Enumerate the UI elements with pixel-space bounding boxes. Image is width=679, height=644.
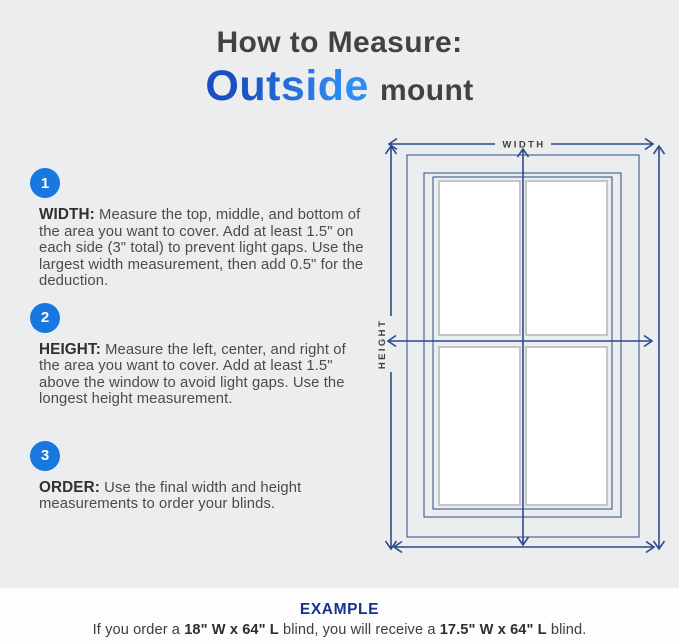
example-sentence xyxy=(0,622,679,638)
step-1-body: Measure the top, middle, and bottom of the area you want to cover. Add at least 1.5" on each side (3" total) to prevent light gaps. Use the largest width measurement, then add 0.5" for the deduction. xyxy=(39,207,364,289)
step-3-text xyxy=(39,480,365,513)
title-mount-word: mount xyxy=(379,74,474,107)
step-1-text xyxy=(39,207,365,290)
step-height xyxy=(29,303,369,408)
window-measurement-diagram xyxy=(373,130,679,590)
step-order xyxy=(29,441,369,513)
step-1-label: WIDTH: xyxy=(39,206,95,223)
example-receive-size: 17.5" W x 64" L xyxy=(439,622,547,638)
step-3-number-badge: 3 xyxy=(30,441,60,471)
window-pane-bottom-left xyxy=(439,347,520,505)
page-title xyxy=(0,26,679,119)
step-2-body: Measure the left, center, and right of the area you want to cover. Add at least 1.5" above the window to avoid light gaps. Use the longest height measurement. xyxy=(39,341,346,407)
example-middle: blind, you will receive a xyxy=(278,622,440,638)
example-suffix: blind. xyxy=(546,622,587,638)
steps-list xyxy=(29,168,369,513)
title-mount-type: Outside xyxy=(205,62,369,110)
example-prefix: If you order a xyxy=(92,622,185,638)
step-1-number-badge: 1 xyxy=(30,168,60,198)
step-3-body: Use the final width and height measurements to order your blinds. xyxy=(39,479,302,512)
step-2-label: HEIGHT: xyxy=(39,340,101,358)
step-2-number-badge: 2 xyxy=(30,303,60,333)
example-heading: EXAMPLE xyxy=(299,601,380,618)
step-2-text xyxy=(39,342,365,408)
window-pane-top-left xyxy=(439,181,520,335)
title-line2 xyxy=(0,63,679,119)
title-line1: How to Measure: xyxy=(216,26,463,59)
step-3-label: ORDER: xyxy=(39,478,100,496)
example-bar xyxy=(0,588,679,644)
example-order-size: 18" W x 64" L xyxy=(184,622,279,638)
window-pane-bottom-right xyxy=(526,347,607,505)
diagram-width-label: WIDTH xyxy=(502,139,546,151)
window-pane-top-right xyxy=(526,181,607,335)
diagram-height-label: HEIGHT xyxy=(377,318,388,370)
step-width xyxy=(29,168,369,290)
